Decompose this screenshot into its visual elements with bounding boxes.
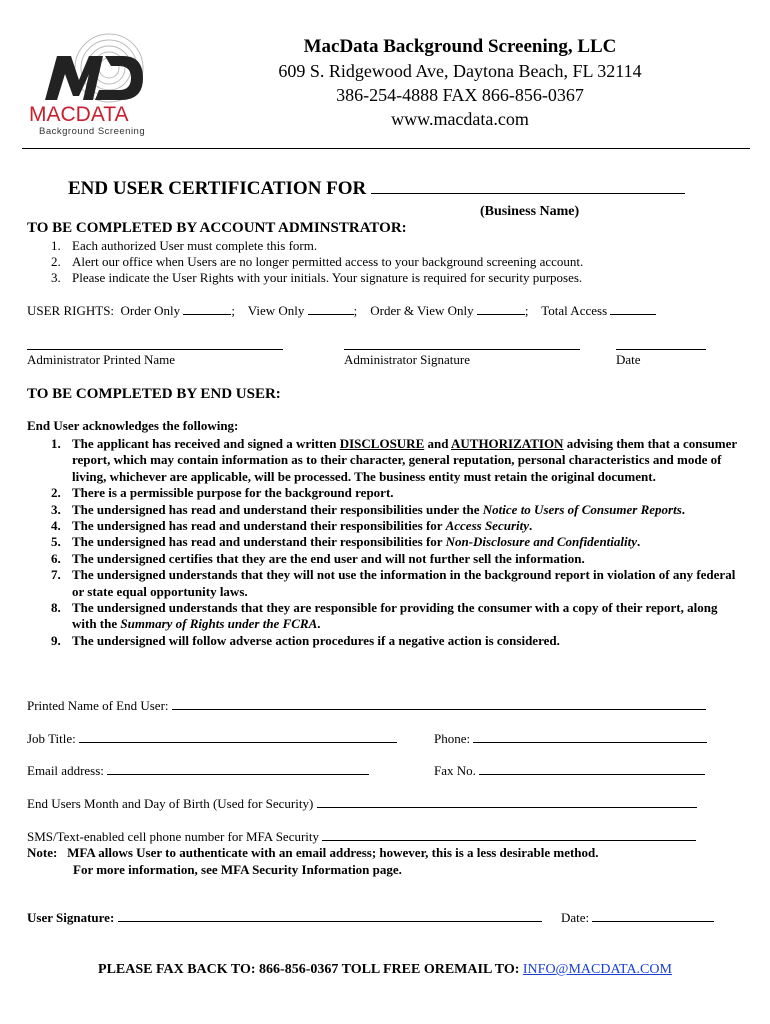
logo-brand: MACDATA xyxy=(29,103,129,126)
macdata-logo xyxy=(27,28,157,138)
company-website: www.macdata.com xyxy=(391,109,529,129)
email-field[interactable] xyxy=(107,763,369,775)
list-item: 1. The applicant has received and signed a written DISCLOSURE and AUTHORIZATION advising them that a consumer report, which may contain information as to their character, general reputation, personal characteristics and mode of living, whichever are applicable, will be processed. The business entity must retain the original document. xyxy=(51,436,737,484)
order-only-initials[interactable] xyxy=(183,303,231,315)
header-divider xyxy=(22,148,750,149)
sms-row: SMS/Text-enabled cell phone number for MFA Security xyxy=(27,829,696,845)
list-item: 3. Please indicate the User Rights with your initials. Your signature is required for security purposes. xyxy=(51,270,583,285)
admin-date-label: Date xyxy=(616,352,641,367)
form-title: END USER CERTIFICATION FOR xyxy=(68,178,685,200)
job-title-row: Job Title: xyxy=(27,731,397,747)
company-phones: 386-254-4888 FAX 866-856-0367 xyxy=(336,85,584,105)
phone-row: Phone: xyxy=(434,731,707,747)
view-only-initials[interactable] xyxy=(308,303,354,315)
user-date-row: Date: xyxy=(561,910,714,926)
list-item: 1. Each authorized User must complete this form. xyxy=(51,238,318,253)
logo-monogram: MD xyxy=(27,28,29,29)
list-item: 2. Alert our office when Users are no longer permitted access to your background screening account. xyxy=(51,254,584,269)
list-item: 7. The undersigned understands that they will not use the information in the background report in violation of any federal or state equal opportunity laws. xyxy=(51,567,736,599)
user-signature-row: User Signature: xyxy=(27,910,542,926)
admin-printed-name-label: Administrator Printed Name xyxy=(27,352,176,367)
list-item: 9. The undersigned will follow adverse action procedures if a negative action is considered. xyxy=(51,632,560,648)
mfa-note: Note: MFA allows User to authenticate with an email address; however, this is a less desirable method. For more information, see MFA Security Information page. xyxy=(27,845,599,877)
admin-date-line[interactable] xyxy=(616,349,706,350)
job-title-field[interactable] xyxy=(79,731,397,743)
user-date-field[interactable] xyxy=(592,910,714,922)
user-rights-row: USER RIGHTS: Order Only ; View Only ; Order & View Only ; Total Access xyxy=(27,303,656,319)
acknowledgement-list xyxy=(27,436,742,649)
sms-field[interactable] xyxy=(322,829,696,841)
dob-row: End Users Month and Day of Birth (Used for Security) xyxy=(27,796,697,812)
dob-field[interactable] xyxy=(317,796,697,808)
ack-intro: End User acknowledges the following: xyxy=(27,418,239,433)
company-name: MacData Background Screening, LLC xyxy=(303,36,617,57)
admin-name-line[interactable] xyxy=(27,349,283,350)
total-access-initials[interactable] xyxy=(610,303,656,315)
email-row: Email address: xyxy=(27,763,369,779)
list-item: 5. The undersigned has read and understand their responsibilities for Non-Disclosure and Confidentiality. xyxy=(51,534,641,550)
email-link[interactable]: INFO@MACDATA.COM xyxy=(522,962,672,977)
list-item: 3. The undersigned has read and understand their responsibilities under the Notice to Users of Consumer Reports. xyxy=(51,501,686,517)
list-item: 8. The undersigned understands that they are responsible for providing the consumer with a copy of their report, along with the Summary of Rights under the FCRA. xyxy=(51,600,718,632)
printed-name-row: Printed Name of End User: xyxy=(27,698,706,714)
fax-back-footer: PLEASE FAX BACK TO: 866-856-0367 TOLL FREE OREMAIL TO: INFO@MACDATA.COM xyxy=(98,962,672,977)
printed-name-field[interactable] xyxy=(172,698,706,710)
fax-row: Fax No. xyxy=(434,763,705,779)
admin-signature-label: Administrator Signature xyxy=(344,352,471,367)
list-item: 6. The undersigned certifies that they are the end user and will not further sell the information. xyxy=(51,550,585,566)
business-name-blank[interactable] xyxy=(371,179,685,194)
admin-signature-line[interactable] xyxy=(344,349,580,350)
business-name-label: (Business Name) xyxy=(480,204,580,219)
list-item: 4. The undersigned has read and understand their responsibilities for Access Security. xyxy=(51,518,533,534)
admin-instructions xyxy=(27,238,727,286)
logo-subtitle: Background Screening xyxy=(39,126,146,137)
admin-section-title: TO BE COMPLETED BY ACCOUNT ADMINSTRATOR: xyxy=(27,220,407,236)
end-user-section-title: TO BE COMPLETED BY END USER: xyxy=(27,386,281,402)
phone-field[interactable] xyxy=(473,731,707,743)
company-address: 609 S. Ridgewood Ave, Daytona Beach, FL 32114 xyxy=(278,61,642,81)
user-signature-field[interactable] xyxy=(118,910,542,922)
order-view-initials[interactable] xyxy=(477,303,525,315)
list-item: 2. There is a permissible purpose for the background report. xyxy=(51,485,394,501)
fax-field[interactable] xyxy=(479,763,705,775)
